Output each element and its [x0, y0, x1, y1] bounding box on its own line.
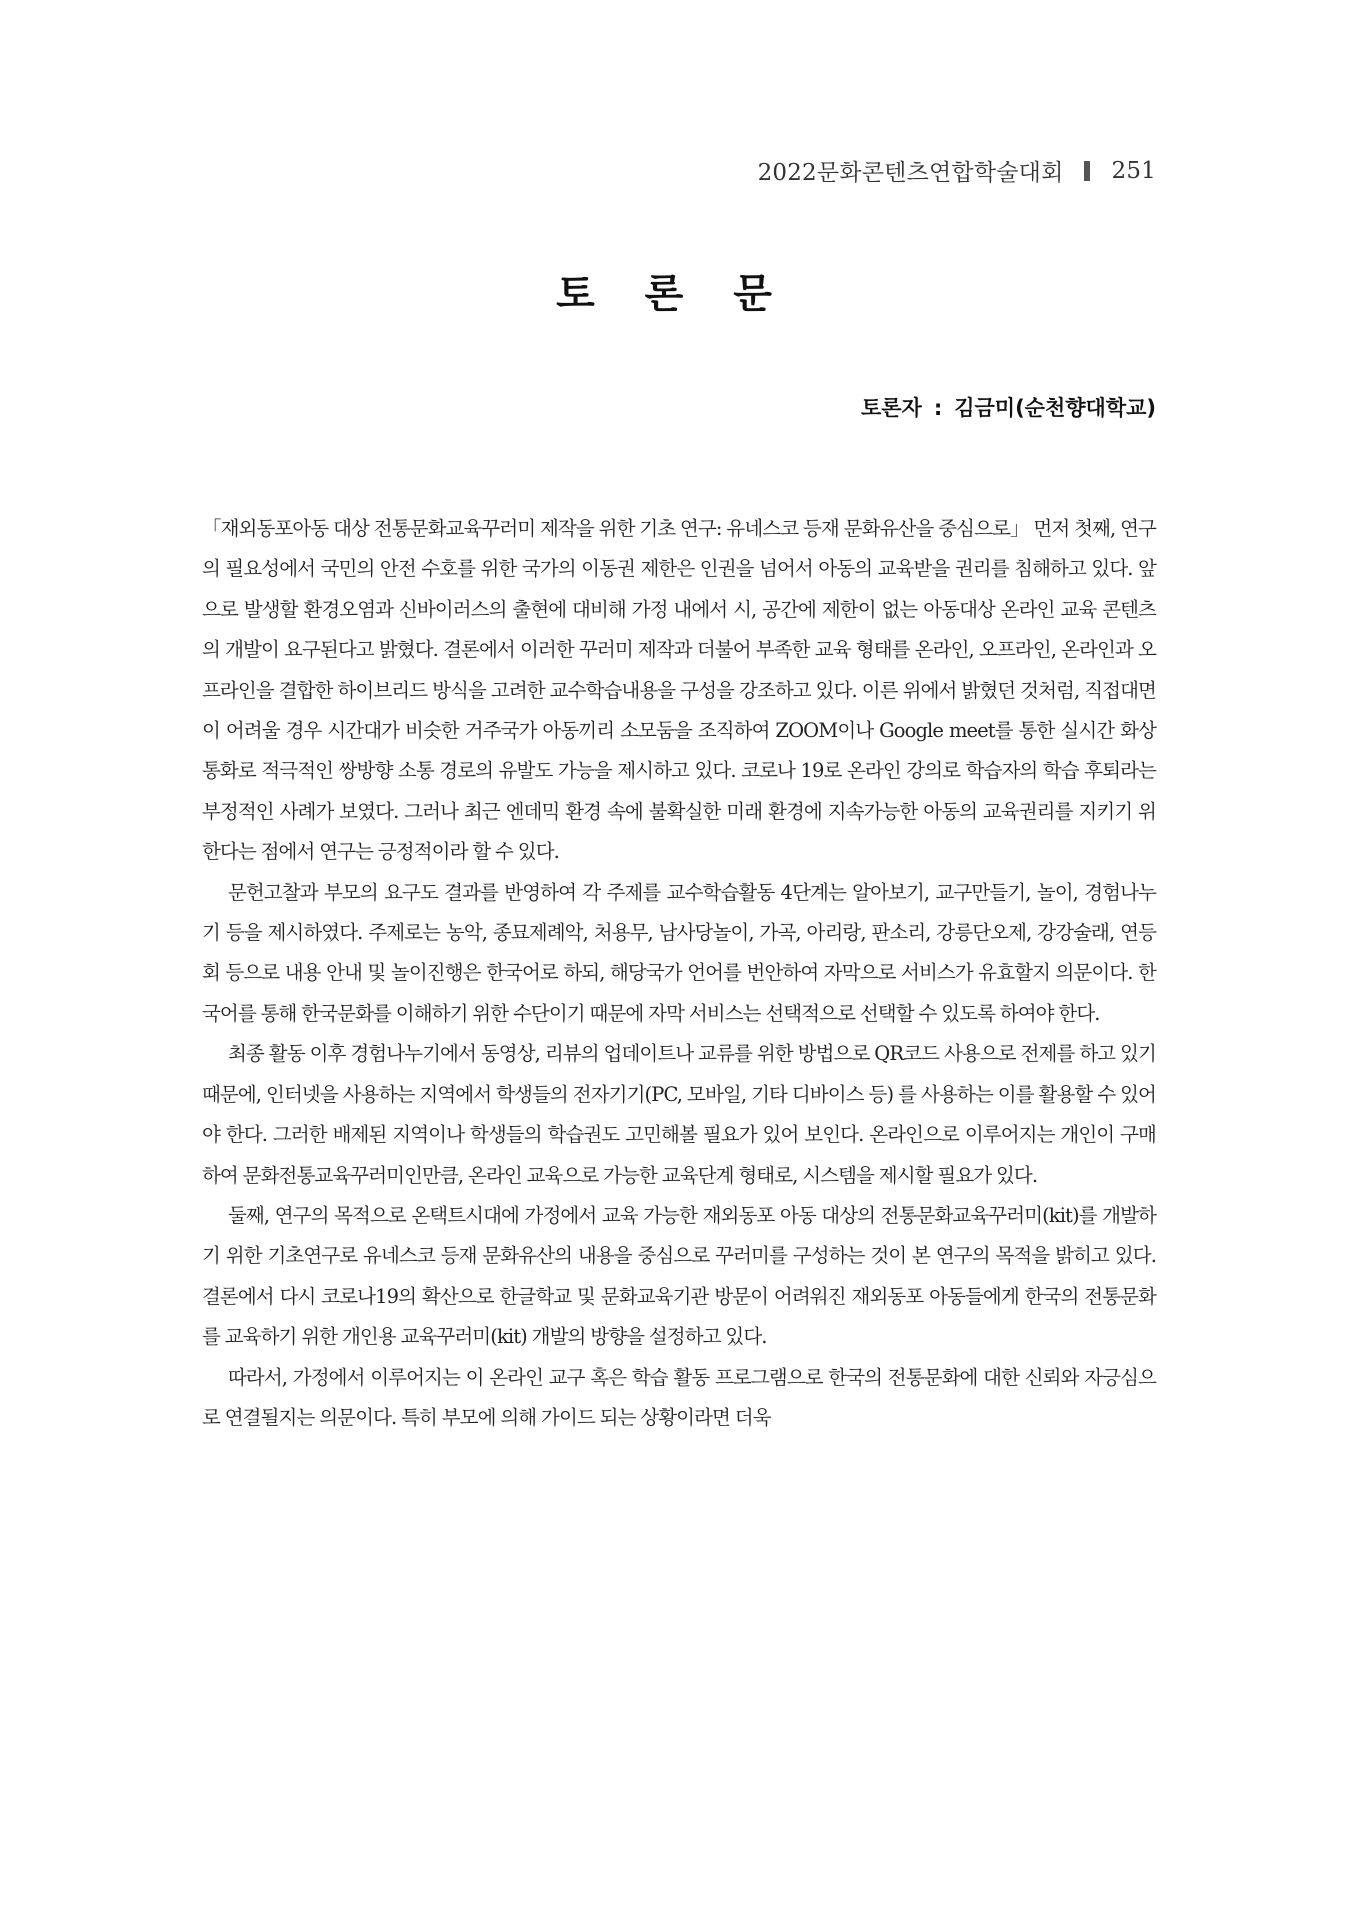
running-header: [758, 154, 1156, 187]
paragraph: 「재외동포아동 대상 전통문화교육꾸러미 제작을 위한 기초 연구: 유네스코 등재 문화유산을 중심으로」 먼저 첫째, 연구의 필요성에서 국민의 안전 수호를 위한 국가의 이동권 제한은 인권을 넘어서 아동의 교육받을 권리를 침해하고 있다. 앞으로 발생할 환경오염과 신바이러스의 출현에 대비해 가정 내에서 시, 공간에 제한이 없는 아동대상 온라인 교육 콘텐츠의 개발이 요구된다고 밝혔다. 결론에서 이러한 꾸러미 제작과 더불어 부족한 교육 형태를 온라인, 오프라인, 온라인과 오프라인을 결합한 하이브리드 방식을 고려한 교수학습내용을 구성을 강조하고 있다. 이른 위에서 밝혔던 것처럼, 직접대면이 어려울 경우 시간대가 비슷한 거주국가 아동끼리 소모둠을 조직하여 ZOOM이나 Google meet를 통한 실시간 화상 통화로 적극적인 쌍방향 소통 경로의 유발도 가능을 제시하고 있다. 코로나 19로 온라인 강의로 학습자의 학습 후퇴라는 부정적인 사례가 보였다. 그러나 최근 엔데믹 환경 속에 불확실한 미래 환경에 지속가능한 아동의 교육권리를 지키기 위한다는 점에서 연구는 긍정적이라 할 수 있다.: [202, 517, 1156, 864]
paragraph: 둘째, 연구의 목적으로 온택트시대에 가정에서 교육 가능한 재외동포 아동 대상의 전통문화교육꾸러미(kit)를 개발하기 위한 기초연구로 유네스코 등재 문화유산의 내용을 중심으로 꾸러미를 구성하는 것이 본 연구의 목적을 밝히고 있다. 결론에서 다시 코로나19의 확산으로 한글학교 및 문화교육기관 방문이 어려워진 재외동포 아동들에게 한국의 전통문화를 교육하기 위한 개인용 교육꾸러미(kit) 개발의 방향을 설정하고 있다.: [202, 1203, 1156, 1349]
paragraph: 최종 활동 이후 경험나누기에서 동영상, 리뷰의 업데이트나 교류를 위한 방법으로 QR코드 사용으로 전제를 하고 있기 때문에, 인터넷을 사용하는 지역에서 학생들의 전자기기(PC, 모바일, 기타 디바이스 등) 를 사용하는 이를 활용할 수 있어야 한다. 그러한 배제된 지역이나 학생들의 학습권도 고민해볼 필요가 있어 보인다. 온라인으로 이루어지는 개인이 구매하여 문화전통교육꾸러미인만큼, 온라인 교육으로 가능한 교육단계 형태로, 시스템을 제시할 필요가 있다.: [202, 1042, 1156, 1187]
author-line: [861, 392, 1156, 422]
paragraph: 따라서, 가정에서 이루어지는 이 온라인 교구 혹은 학습 활동 프로그램으로 한국의 전통문화에 대한 신뢰와 자긍심으로 연결될지는 의문이다. 특히 부모에 의해 가이드 되는 상황이라면 더욱: [202, 1365, 1156, 1429]
author-name: 김금미(순천향대학교): [954, 396, 1156, 420]
paragraph: 문헌고찰과 부모의 요구도 결과를 반영하여 각 주제를 교수학습활동 4단계는 알아보기, 교구만들기, 놀이, 경험나누기 등을 제시하였다. 주제로는 농악, 종묘제례악, 처용무, 남사당놀이, 가곡, 아리랑, 판소리, 강릉단오제, 강강술래, 연등회 등으로 내용 안내 및 놀이진행은 한국어로 하되, 해당국가 언어를 번안하여 자막으로 서비스가 유효할지 의문이다. 한국어를 통해 한국문화를 이해하기 위한 수단이기 때문에 자막 서비스는 선택적으로 선택할 수 있도록 하여야 한다.: [202, 880, 1156, 1025]
author-role: 토론자: [860, 396, 922, 420]
document-title: 토 론 문: [556, 271, 790, 317]
author-separator: :: [933, 396, 943, 420]
body-text: [202, 509, 1156, 1438]
header-separator-bar: [1084, 161, 1090, 181]
conference-name: 2022문화콘텐츠연합학술대회: [757, 160, 1064, 186]
page-number: 251: [1111, 157, 1156, 184]
